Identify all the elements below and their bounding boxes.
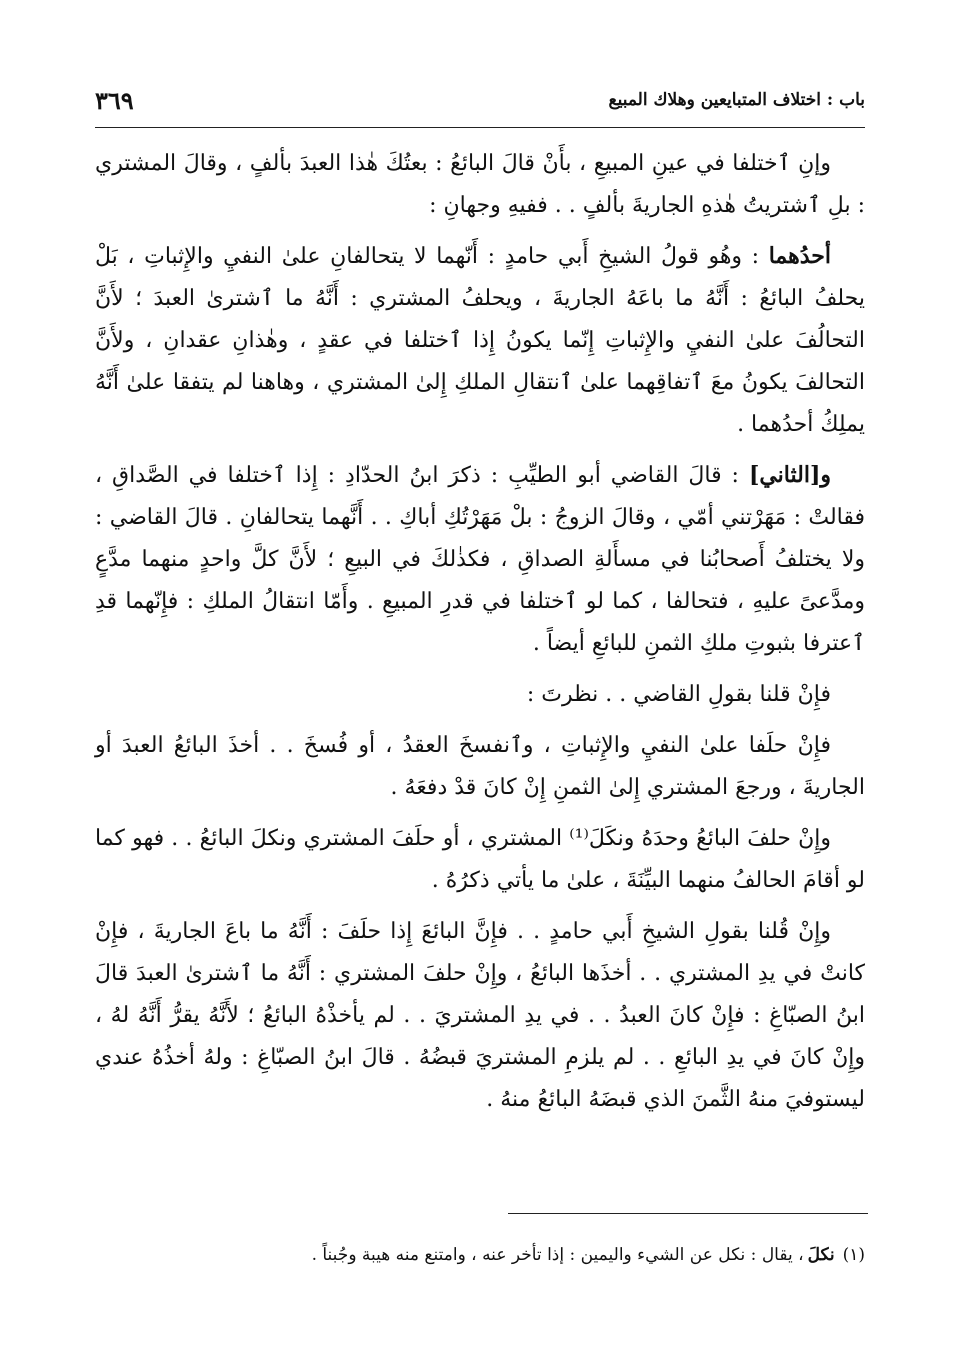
paragraph-text: : قالَ القاضي أبو الطيِّبِ : ذكرَ ابنُ الحدّادِ : إِذا ٱختلفا في الصَّداقِ ، فقالتْ : مَهَرْتني أمّي ، وقالَ الزوجُ : بلْ مَهَرْتُكِ أباكِ . . أَنَّهما يتحالفانِ . قالَ القاضي : ولا يختلفُ أَصحابُنا في مسأَلةِ الصداقِ ، فكذٰلكَ في البيعِ ؛ لأَنَّ كلَّ واحدٍ منهما مدَّعٍ ومدَّعىً عليهِ ، فتحالفا ، كما لو ٱختلفا في قدرِ المبيعِ . وأَمّا انتقالُ الملكِ : فإِنّهما قدِ ٱعترفا بثبوتِ ملكِ الثمنِ للبائعِ أيضاً . xyxy=(95,463,865,656)
paragraph-text: فإِنْ قلنا بقولِ القاضي . . نظرتَ : xyxy=(526,682,831,707)
page-number: ٣٦٩ xyxy=(95,86,134,115)
footnote xyxy=(95,1240,865,1270)
paragraph-2 xyxy=(95,235,865,446)
paragraph-lead: أحدُهما xyxy=(768,243,831,269)
paragraph-text: وإنِ ٱختلفا في عينِ المبيعِ ، بأَنْ قالَ البائعُ : بعتُكَ هٰذا العبدَ بألفٍ ، وقالَ المشتري : بلِ ٱشتريتُ هٰذهِ الجاريةَ بألفٍ . . ففيهِ وجهانِ : xyxy=(95,151,865,218)
paragraph-6 xyxy=(95,817,865,902)
paragraph-lead: و[الثاني] xyxy=(748,462,831,488)
paragraph-7 xyxy=(95,910,865,1121)
footnote-number: (١) xyxy=(842,1245,865,1265)
footnote-text: ، يقال : نكل عن الشيء واليمين : إذا تأخر عنه ، وامتنع منه هيبة وجُبناً . xyxy=(311,1245,804,1265)
page-header xyxy=(95,86,865,120)
running-title: باب : اختلاف المتبايعين وهلاك المبيع xyxy=(608,90,865,110)
paragraph-3 xyxy=(95,454,865,665)
paragraph-5 xyxy=(95,724,865,809)
paragraph-text: : وهُو قولُ الشيخِ أَبي حامدٍ : أَنّهما لا يتحالفانِ علىٰ النفيِ والإِثباتِ ، بَلْ يحلفُ البائعُ : أَنَّهُ ما باعَهُ الجاريةَ ، ويحلفُ المشتري : أَنَّهُ ما ٱشترىٰ العبدَ ؛ لأَنَّ التحالُفَ علىٰ النفيِ والإِثباتِ إِنّما يكونُ إِذا ٱختلفا في عقدٍ ، وهٰذانِ عقدانِ ، ولأَنَّ التحالفَ يكونُ معَ ٱتفاقِهما علىٰ ٱنتقالِ الملكِ إِلىٰ المشتري ، وهاهنا لم يتفقا علىٰ أَنَّهُ يملِكُ أحدُهما . xyxy=(95,244,865,437)
paragraph-text: فإِنْ حلَفا علىٰ النفيِ والإِثباتِ ، وٱنفسخَ العقدُ ، أو فُسخَ . . أخذَ البائعُ العبدَ أو الجاريةَ ، ورجعَ المشتري إِلىٰ الثمنِ إِنْ كانَ قدْ دفعَهُ . xyxy=(95,733,865,800)
paragraph-text: وإِنْ قُلنا بقولِ الشيخِ أَبي حامدٍ . . فإِنَّ البائعَ إِذا حلَفَ : أَنَّهُ ما باعَ الجاريةَ ، فإِنْ كانتْ في يدِ المشتري . . أخذَها البائعُ ، وإِنْ حلفَ المشتري : أَنَّهُ ما ٱشترىٰ العبدَ قالَ ابنُ الصبّاغِ : فإِنْ كانَ العبدُ . . في يدِ المشتريَ . . لم يأخذْهُ البائعُ ؛ لأَنَّهُ يقرُّ أَنَّهُ لهُ ، وإِنْ كانَ في يدِ البائعِ . . لم يلزمِ المشتريَ قبضُهُ . قالَ ابنُ الصبّاغِ : ولهُ أخذُهُ عندي ليستوفيَ منهُ الثَّمنَ الذي قبضَهُ البائعُ منهُ . xyxy=(95,919,865,1112)
footnote-rule xyxy=(508,1213,868,1214)
body-text xyxy=(95,142,865,1129)
header-rule xyxy=(95,127,865,128)
paragraph-text: وإِنْ حلفَ البائعُ وحدَهُ ونكَلَ⁽¹⁾ المشتري ، أو حلَفَ المشتري ونكلَ البائعُ . . فهو كما لو أقامَ الحالفُ منهما البيِّنَةَ ، علىٰ ما يأتي ذكرُهُ . xyxy=(95,826,865,893)
footnote-term: نكلَ xyxy=(807,1245,835,1265)
paragraph-4 xyxy=(95,673,865,716)
paragraph-1 xyxy=(95,142,865,227)
